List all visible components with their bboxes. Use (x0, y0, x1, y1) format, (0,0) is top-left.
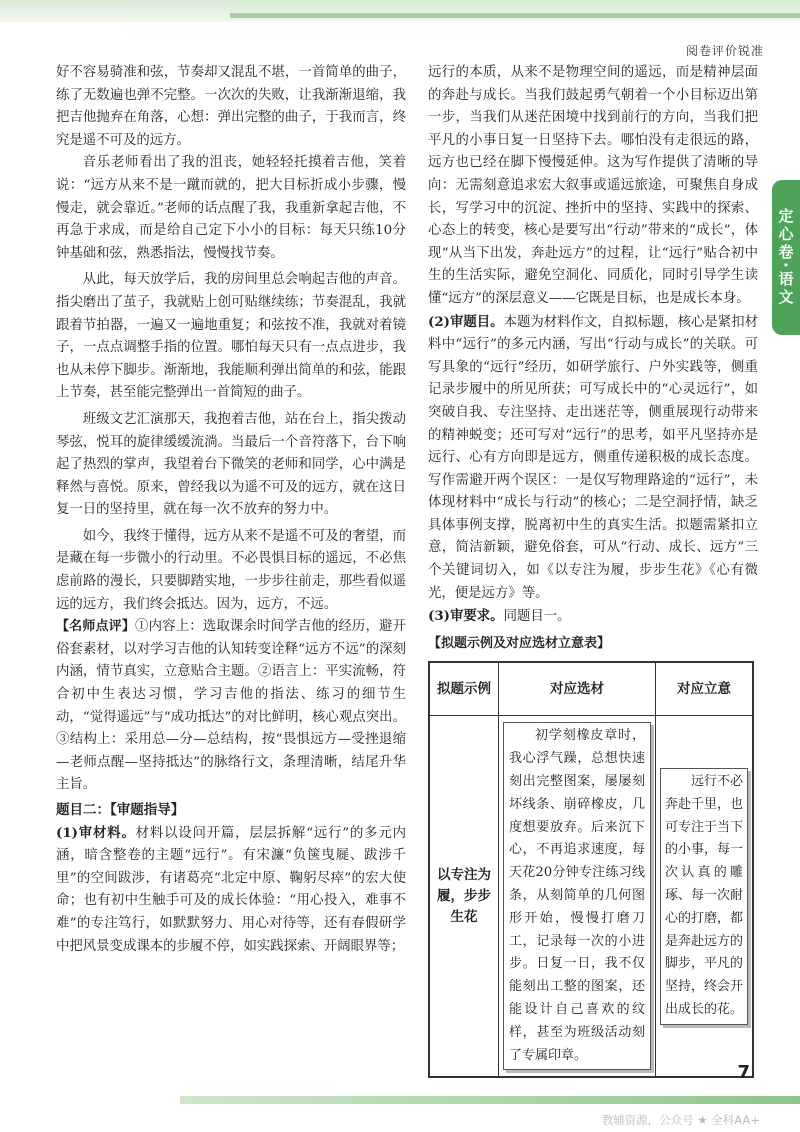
essay-paragraph-2: 音乐老师看出了我的沮丧，她轻轻托摸着吉他，笑着说：“远方从来不是一蹴而就的，把大目标折成小步骤，慢慢走，就会靠近。”老师的话点醒了我，我重新拿起吉他，不再急于求成，而是给自己定下小小的目标：每天只练10分钟基础和弦，熟悉指法，慢慢找节奏。 (56, 155, 406, 261)
table-cell-material (499, 716, 656, 1077)
teacher-comment-text: ①内容上：选取课余时间学吉他的经历，避开俗套素材，以对学习吉他的认知转变诠释“远方不远”的深刻内涵，情节真实，立意贴合主题。②语言上：平实流畅，符合初中生表达习惯，学习吉他的指法、练习的细节生动，“觉得遥远”与“成功抵达”的对比鲜明，核心观点突出。③结构上：采用总—分—总结构，按“畏惧远方—受挫退缩—老师点醒—坚持抵达”的脉络行文，条理清晰，结尾升华主旨。 (56, 619, 406, 793)
left-column (56, 62, 406, 958)
teacher-comment-label: 【名师点评】 (56, 619, 136, 635)
page-header: 阅卷评价锐准 (685, 44, 764, 58)
topic2-heading: 题目二：【审题指导】 (56, 802, 185, 818)
essay-paragraph-3: 从此，每天放学后，我的房间里总会响起吉他的声音。指尖磨出了茧子，我就贴上创可贴继续练；节奏混乱，我就跟着节拍器，一遍又一遍地重复；和弦按不准，我就对着镜子，一点点调整手指的位置。哪怕每天只有一点点进步，我也从未停下脚步。渐渐地，我能顺利弹出简单的和弦，能跟上节奏，甚至能完整弹出一首简短的曲子。 (56, 272, 406, 401)
analysis-requirements-text: 同题目一。 (503, 609, 571, 625)
table-header-example: 拟题示例 (429, 662, 499, 716)
essay-paragraph-5: 如今，我终于懂得，远方从来不是遥不可及的奢望，而是藏在每一步微小的行动里。不必畏惧目标的遥远，不必焦虑前路的漫长，只要脚踏实地，一步步往前走，那些看似遥远的远方，我们终会抵达。因为，远方，不远。 (56, 528, 406, 612)
analysis-material (56, 822, 406, 959)
table-title: 【拟题示例及对应选材立意表】 (428, 635, 611, 651)
analysis-title-text: 本题为材料作文，自拟标题，核心是紧扣材料中“远行”的多元内涵，写出“行动与成长”的关联。可写具象的“远行”经历，如研学旅行、户外实践等，侧重记录步履中的所见所获；可写成长中的“心灵远行”，如突破自我、专注坚持、走出迷茫等，侧重展现行动带来的精神蜕变；还可写对“远行”的思考，如平凡坚持亦是远行、心有方向即是远方，侧重传递积极的成长态度。写作需避开两个误区：一是仅写物理路途的“远行”，未体现材料中“成长与行动”的核心；二是空洞抒情，缺乏具体事例支撑，脱离初中生的真实生活。拟题需紧扣立意，简洁新颖，避免俗套，可从“行动、成长、远方”三个关键词切入，如《以专注为履，步步生花》《心有微光，便是远方》等。 (428, 314, 758, 601)
essay-paragraph-4: 班级文艺汇演那天，我抱着吉他，站在台上，指尖拨动琴弦，悦耳的旋律缓缓流淌。当最后一个音符落下，台下响起了热烈的掌声，我望着台下微笑的老师和同学，心中满是释然与喜悦。原来，曾经我以为遥不可及的远方，就在这日复一日的坚持里，就在每一次不放弃的努力中。 (56, 411, 406, 518)
material-box: 初学刻橡皮章时，我心浮气躁，总想快速刻出完整图案，屡屡刻坏线条、崩碎橡皮，几度想要放弃。后来沉下心，不再追求速度，每天花20分钟专注练习线条，从刻简单的几何图形开始，慢慢打磨刀工，记录每一次的小进步。日复一日，我不仅能刻出工整的图案，还能设计自己喜欢的纹样，甚至为班级活动刻了专属印章。 (503, 722, 651, 1070)
table-header-material: 对应选材 (499, 662, 656, 716)
idea-table (428, 661, 754, 1078)
table-cell-example: 以专注为履，步步生花 (429, 716, 499, 1077)
analysis-material-text: 材料以设问开篇，层层拆解“远行”的多元内涵，暗含整卷的主题“远行”。有宋濂“负箧曳屣、跋涉千里”的空间跋涉，有诸葛亮“北定中原、鞠躬尽瘁”的宏大使命；也有初中生触手可及的成长体验：“用心投入，难事不难”的专注笃行，如默默努力、用心对待等，还有春假研学中把风景变成课本的步履不停，如实践探索、开阔眼界等； (56, 825, 406, 954)
bottom-decorative-rule (180, 1096, 800, 1104)
idea-box: 远行不必奔赴千里，也可专注于当下的小事，每一次认真的雕琢、每一次耐心的打磨，都是奔赴远方的脚步，平凡的坚持，终会开出成长的花。 (660, 768, 748, 1025)
side-tab: 定心卷·语文 (772, 180, 800, 335)
right-column (428, 62, 758, 1078)
analysis-material-continued: 远行的本质，从来不是物理空间的遥远，而是精神层面的奔赴与成长。当我们鼓起勇气朝着一个小目标迈出第一步，当我们从迷茫困境中找到前行的方向，当我们把平凡的小事日复一日坚持下去。哪怕没有走很远的路，远方也已经在脚下慢慢延伸。这为写作提供了清晰的导向：无需刻意追求宏大叙事或遥远旅途，可聚焦自身成长，写学习中的沉淀、挫折中的坚持、实践中的探索、心态上的转变，核心是要写出“行动”带来的“成长”，体现“从当下出发，奔赴远方”的过程，让“远行”贴合初中生的生活实际，避免空洞化、同质化，同时引导学生读懂“远方”的深层意义——它既是目标，也是成长本身。 (428, 65, 758, 306)
analysis-requirements-label: (3)审要求。 (428, 608, 504, 625)
teacher-comment (56, 616, 406, 797)
page-number: 7 (737, 1062, 750, 1083)
top-decorative-rule (0, 0, 800, 22)
watermark: 教辅资源，公众号 ★ 全科AA+ (601, 1113, 760, 1127)
analysis-requirements (428, 605, 758, 629)
analysis-title (428, 311, 758, 606)
table-row (429, 716, 753, 1077)
table-cell-idea (656, 716, 754, 1077)
analysis-material-label: (1)审材料。 (56, 824, 136, 841)
essay-paragraph-1: 好不容易骑准和弦，节奏却又混乱不堪，一首简单的曲子，练了无数遍也弹不完整。一次次的失败，让我渐渐退缩，我把吉他抛弃在角落，心想：弹出完整的曲子，于我而言，终究是遥不可及的远方。 (56, 65, 406, 148)
table-header-row (429, 662, 753, 716)
analysis-title-label: (2)审题目。 (428, 313, 504, 330)
table-header-idea: 对应立意 (656, 662, 754, 716)
